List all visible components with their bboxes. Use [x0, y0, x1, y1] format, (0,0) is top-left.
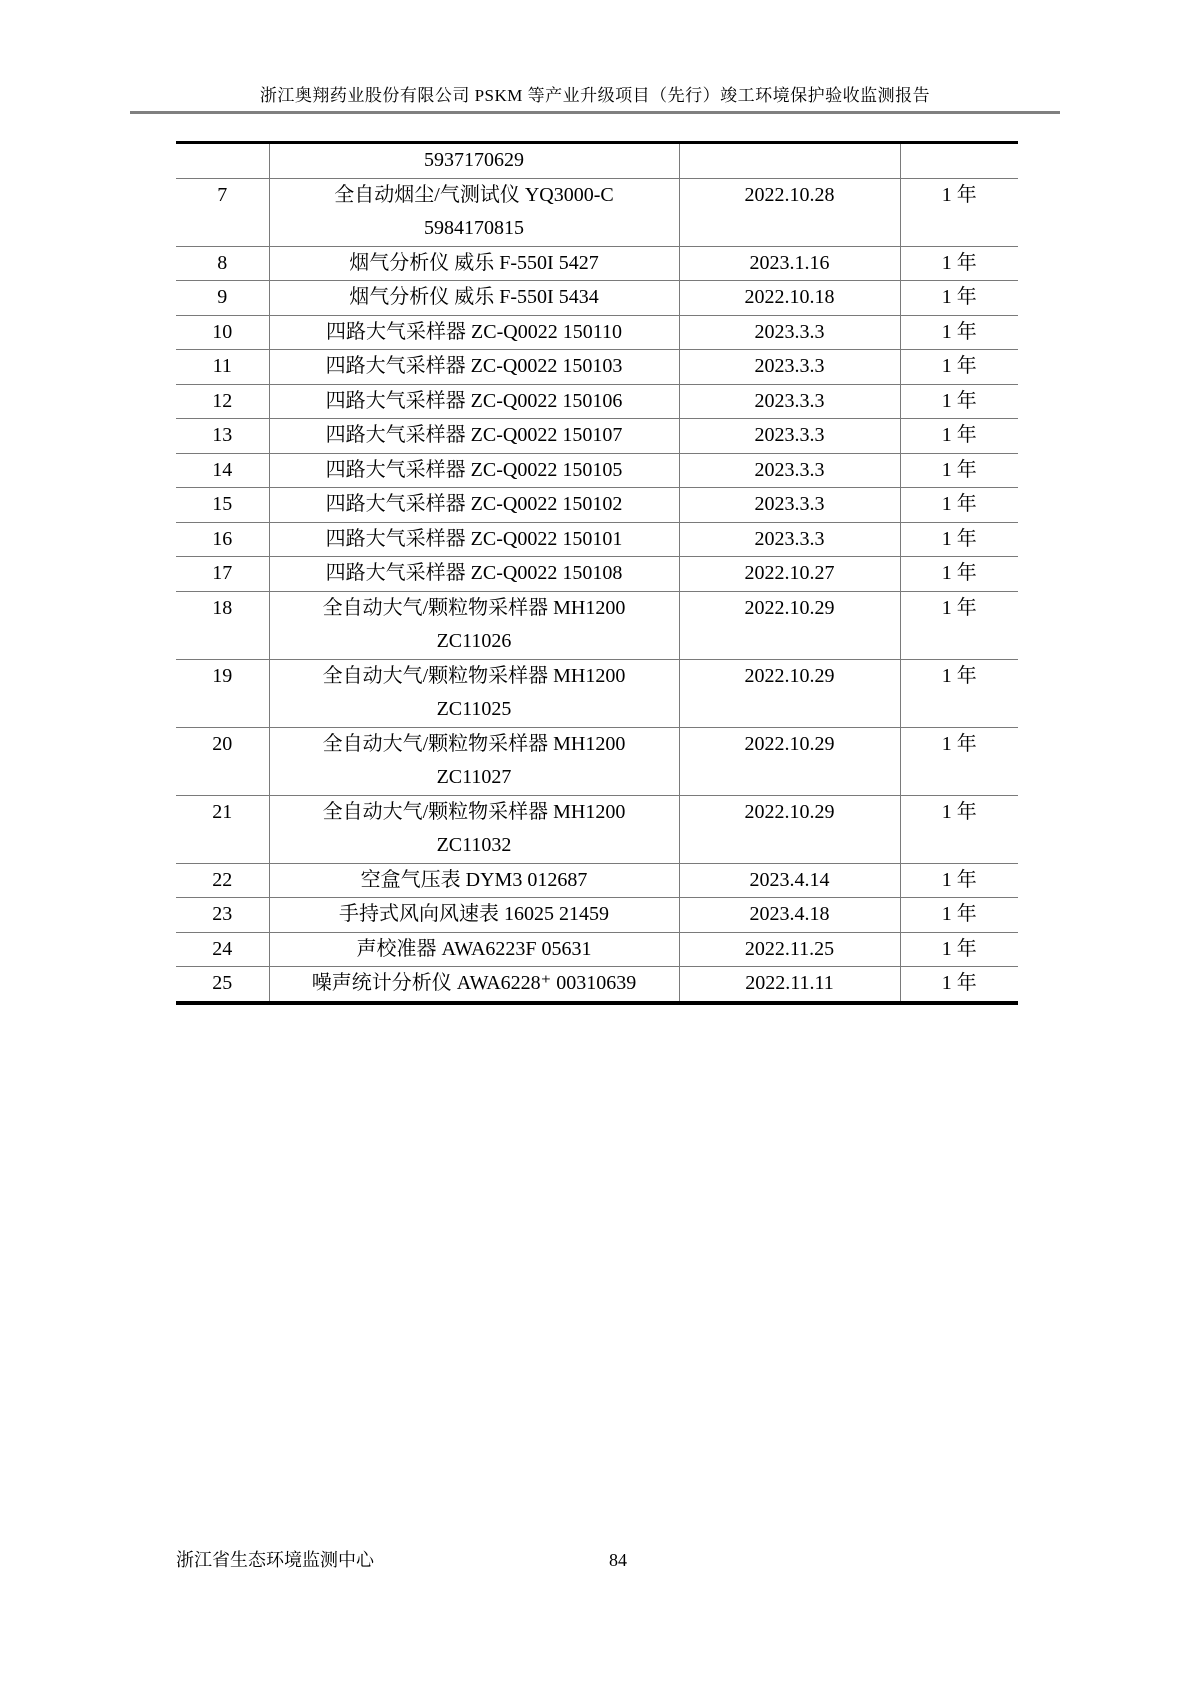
calibration-date-cell: 2023.3.3 [679, 384, 900, 419]
table-row [176, 863, 1018, 898]
row-number-cell: 21 [176, 795, 269, 863]
validity-cell: 1 年 [900, 350, 1018, 385]
calibration-date-cell: 2023.3.3 [679, 315, 900, 350]
table-row [176, 178, 1018, 246]
row-number-cell [176, 143, 269, 179]
instrument-name-cell: 全自动大气/颗粒物采样器 MH1200 ZC11025 [269, 659, 679, 727]
table-row [176, 932, 1018, 967]
instrument-name-cell: 四路大气采样器 ZC-Q0022 150107 [269, 419, 679, 454]
validity-cell: 1 年 [900, 384, 1018, 419]
table-row [176, 453, 1018, 488]
validity-cell: 1 年 [900, 488, 1018, 523]
instrument-name-cell: 噪声统计分析仪 AWA6228⁺ 00310639 [269, 967, 679, 1003]
calibration-date-cell: 2023.3.3 [679, 350, 900, 385]
validity-cell: 1 年 [900, 967, 1018, 1003]
calibration-date-cell: 2023.3.3 [679, 453, 900, 488]
row-number-cell: 17 [176, 557, 269, 592]
row-number-cell: 23 [176, 898, 269, 933]
table-row [176, 281, 1018, 316]
row-number-cell: 9 [176, 281, 269, 316]
table-row [176, 384, 1018, 419]
row-number-cell: 8 [176, 246, 269, 281]
validity-cell: 1 年 [900, 659, 1018, 727]
row-number-cell: 15 [176, 488, 269, 523]
table-row [176, 488, 1018, 523]
table-row [176, 557, 1018, 592]
validity-cell: 1 年 [900, 315, 1018, 350]
calibration-date-cell [679, 143, 900, 179]
table-row [176, 898, 1018, 933]
calibration-date-cell: 2022.10.29 [679, 659, 900, 727]
instrument-name-cell: 全自动大气/颗粒物采样器 MH1200 ZC11026 [269, 591, 679, 659]
calibration-date-cell: 2023.4.14 [679, 863, 900, 898]
instrument-name-cell: 四路大气采样器 ZC-Q0022 150102 [269, 488, 679, 523]
row-number-cell: 18 [176, 591, 269, 659]
validity-cell: 1 年 [900, 727, 1018, 795]
calibration-date-cell: 2022.10.27 [679, 557, 900, 592]
calibration-date-cell: 2022.11.11 [679, 967, 900, 1003]
footer-org: 浙江省生态环境监测中心 [176, 1550, 374, 1570]
instrument-name-cell: 烟气分析仪 威乐 F-550I 5427 [269, 246, 679, 281]
validity-cell: 1 年 [900, 419, 1018, 454]
calibration-date-cell: 2023.3.3 [679, 488, 900, 523]
instrument-name-cell: 5937170629 [269, 143, 679, 179]
instrument-name-cell: 全自动大气/颗粒物采样器 MH1200 ZC11032 [269, 795, 679, 863]
validity-cell: 1 年 [900, 591, 1018, 659]
calibration-date-cell: 2023.4.18 [679, 898, 900, 933]
validity-cell: 1 年 [900, 557, 1018, 592]
instrument-name-cell: 全自动大气/颗粒物采样器 MH1200 ZC11027 [269, 727, 679, 795]
table-row [176, 143, 1018, 179]
instrument-name-cell: 四路大气采样器 ZC-Q0022 150106 [269, 384, 679, 419]
header-title: 浙江奥翔药业股份有限公司 PSKM 等产业升级项目（先行）竣工环境保护验收监测报告 [259, 86, 931, 105]
row-number-cell: 13 [176, 419, 269, 454]
instrument-name-cell: 烟气分析仪 威乐 F-550I 5434 [269, 281, 679, 316]
calibration-date-cell: 2022.10.29 [679, 727, 900, 795]
table-row [176, 419, 1018, 454]
equipment-table [176, 141, 1018, 1005]
table-row [176, 522, 1018, 557]
table-row [176, 350, 1018, 385]
table-row [176, 246, 1018, 281]
instrument-name-cell: 声校准器 AWA6223F 05631 [269, 932, 679, 967]
validity-cell: 1 年 [900, 178, 1018, 246]
calibration-date-cell: 2022.10.29 [679, 591, 900, 659]
validity-cell: 1 年 [900, 246, 1018, 281]
instrument-name-cell: 空盒气压表 DYM3 012687 [269, 863, 679, 898]
row-number-cell: 12 [176, 384, 269, 419]
validity-cell: 1 年 [900, 795, 1018, 863]
equipment-table-body [176, 143, 1018, 1003]
validity-cell: 1 年 [900, 281, 1018, 316]
row-number-cell: 7 [176, 178, 269, 246]
table-row [176, 315, 1018, 350]
validity-cell: 1 年 [900, 863, 1018, 898]
calibration-date-cell: 2022.10.28 [679, 178, 900, 246]
validity-cell: 1 年 [900, 932, 1018, 967]
instrument-name-cell: 四路大气采样器 ZC-Q0022 150110 [269, 315, 679, 350]
validity-cell: 1 年 [900, 898, 1018, 933]
page-number: 84 [609, 1550, 627, 1570]
instrument-name-cell: 全自动烟尘/气测试仪 YQ3000-C 5984170815 [269, 178, 679, 246]
calibration-date-cell: 2022.10.18 [679, 281, 900, 316]
table-row [176, 967, 1018, 1003]
calibration-date-cell: 2023.3.3 [679, 522, 900, 557]
header-rule [130, 111, 1060, 114]
instrument-name-cell: 四路大气采样器 ZC-Q0022 150105 [269, 453, 679, 488]
row-number-cell: 19 [176, 659, 269, 727]
row-number-cell: 14 [176, 453, 269, 488]
calibration-date-cell: 2023.3.3 [679, 419, 900, 454]
row-number-cell: 10 [176, 315, 269, 350]
instrument-name-cell: 四路大气采样器 ZC-Q0022 150101 [269, 522, 679, 557]
table-row [176, 659, 1018, 727]
validity-cell: 1 年 [900, 522, 1018, 557]
table-row [176, 795, 1018, 863]
table-row [176, 727, 1018, 795]
row-number-cell: 20 [176, 727, 269, 795]
calibration-date-cell: 2022.11.25 [679, 932, 900, 967]
instrument-name-cell: 手持式风向风速表 16025 21459 [269, 898, 679, 933]
row-number-cell: 22 [176, 863, 269, 898]
calibration-date-cell: 2022.10.29 [679, 795, 900, 863]
table-row [176, 591, 1018, 659]
row-number-cell: 11 [176, 350, 269, 385]
validity-cell [900, 143, 1018, 179]
row-number-cell: 25 [176, 967, 269, 1003]
validity-cell: 1 年 [900, 453, 1018, 488]
instrument-name-cell: 四路大气采样器 ZC-Q0022 150108 [269, 557, 679, 592]
calibration-date-cell: 2023.1.16 [679, 246, 900, 281]
row-number-cell: 24 [176, 932, 269, 967]
row-number-cell: 16 [176, 522, 269, 557]
instrument-name-cell: 四路大气采样器 ZC-Q0022 150103 [269, 350, 679, 385]
